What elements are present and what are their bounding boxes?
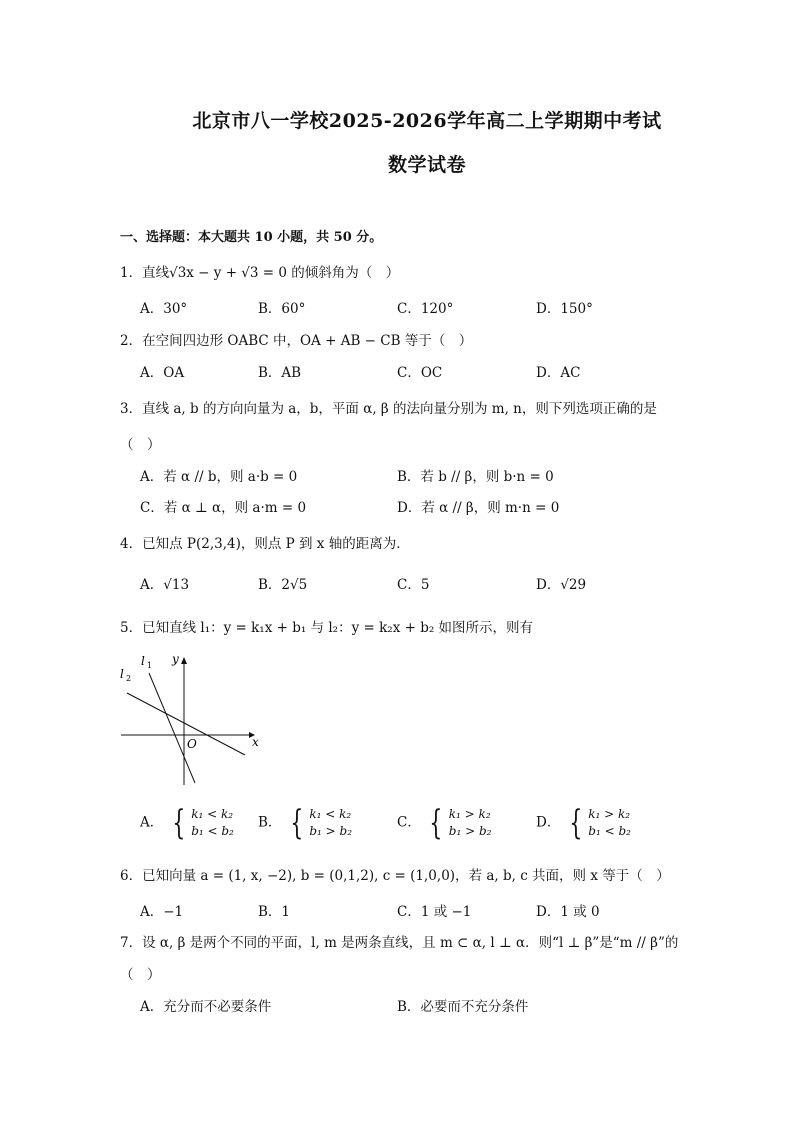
q1-option-b: B．60° bbox=[258, 301, 306, 317]
q3-option-c: C．若 α ⊥ α，则 a·m = 0 bbox=[140, 500, 307, 516]
question-1: 1．直线√3x − y + √3 = 0 的倾斜角为（ ） bbox=[120, 265, 400, 281]
line-l1 bbox=[149, 673, 195, 783]
q1-option-c: C．120° bbox=[397, 301, 454, 317]
q6-option-a: A．−1 bbox=[140, 904, 184, 920]
label-l1: l bbox=[141, 654, 145, 668]
q6-option-d: D．1 或 0 bbox=[536, 904, 600, 920]
q5-option-c: C． { k₁ > k₂ b₁ > b₂ bbox=[397, 803, 492, 843]
q7-option-b: B．必要而不充分条件 bbox=[397, 999, 529, 1015]
question-5: 5．已知直线 l₁：y = k₁x + b₁ 与 l₂：y = k₂x + b₂ 如图所示，则有 bbox=[120, 620, 534, 636]
q5-option-a: A． { k₁ < k₂ b₁ < b₂ bbox=[140, 803, 234, 843]
label-l1-sub: 1 bbox=[147, 661, 153, 670]
question-7: 7．设 α, β 是两个不同的平面，l, m 是两条直线，且 m ⊂ α, l ⊥ α．则“l ⊥ β”是“m // β”的 bbox=[120, 935, 679, 951]
label-l2: l bbox=[120, 667, 124, 681]
question-4: 4．已知点 P(2,3,4)，则点 P 到 x 轴的距离为． bbox=[120, 536, 410, 552]
q5-line-figure bbox=[115, 645, 275, 790]
exam-subtitle: 数学试卷 bbox=[387, 154, 466, 176]
label-l2-sub: 2 bbox=[126, 674, 132, 683]
line-l2 bbox=[127, 693, 245, 755]
q7-option-a: A．充分而不必要条件 bbox=[140, 999, 272, 1015]
q2-option-d: D．AC bbox=[536, 365, 581, 381]
q3-option-d: D．若 α // β，则 m·n = 0 bbox=[397, 500, 560, 516]
q5-option-d: D． { k₁ > k₂ b₁ < b₂ bbox=[536, 803, 631, 843]
q4-option-c: C．5 bbox=[397, 577, 430, 593]
question-2: 2．在空间四边形 OABC 中，OA + AB − CB 等于（ ） bbox=[120, 333, 473, 349]
question-6: 6．已知向量 a = (1, x, −2), b = (0,1,2), c = (1,0,0)，若 a, b, c 共面，则 x 等于（ ） bbox=[120, 868, 670, 884]
q4-option-a: A．√13 bbox=[140, 577, 190, 593]
label-origin: O bbox=[187, 737, 197, 751]
q1-option-a: A．30° bbox=[140, 301, 188, 317]
y-axis-arrow bbox=[181, 657, 187, 664]
q5-option-b: B． { k₁ < k₂ b₁ > b₂ bbox=[258, 803, 353, 843]
question-3: 3．直线 a, b 的方向向量为 a，b，平面 α, β 的法向量分别为 m, n，则下列选项正确的是 bbox=[120, 401, 657, 417]
q2-option-a: A．OA bbox=[140, 365, 185, 381]
question-3-paren: （ ） bbox=[120, 437, 161, 453]
q2-option-c: C．OC bbox=[397, 365, 443, 381]
q1-option-d: D．150° bbox=[536, 301, 593, 317]
q3-option-a: A．若 α // b，则 a·b = 0 bbox=[140, 469, 298, 485]
label-x: x bbox=[252, 735, 259, 749]
section-heading: 一、选择题：本大题共 10 小题，共 50 分。 bbox=[120, 230, 383, 245]
exam-title: 北京市八一学校2025-2026学年高二上学期期中考试 bbox=[192, 110, 662, 132]
q4-option-d: D．√29 bbox=[536, 577, 587, 593]
q6-option-c: C．1 或 −1 bbox=[397, 904, 472, 920]
q6-option-b: B．1 bbox=[258, 904, 291, 920]
label-y: y bbox=[172, 652, 179, 666]
q3-option-b: B．若 b // β，则 b·n = 0 bbox=[397, 469, 554, 485]
q2-option-b: B．AB bbox=[258, 365, 302, 381]
question-7-paren: （ ） bbox=[120, 967, 161, 983]
q4-option-b: B．2√5 bbox=[258, 577, 308, 593]
